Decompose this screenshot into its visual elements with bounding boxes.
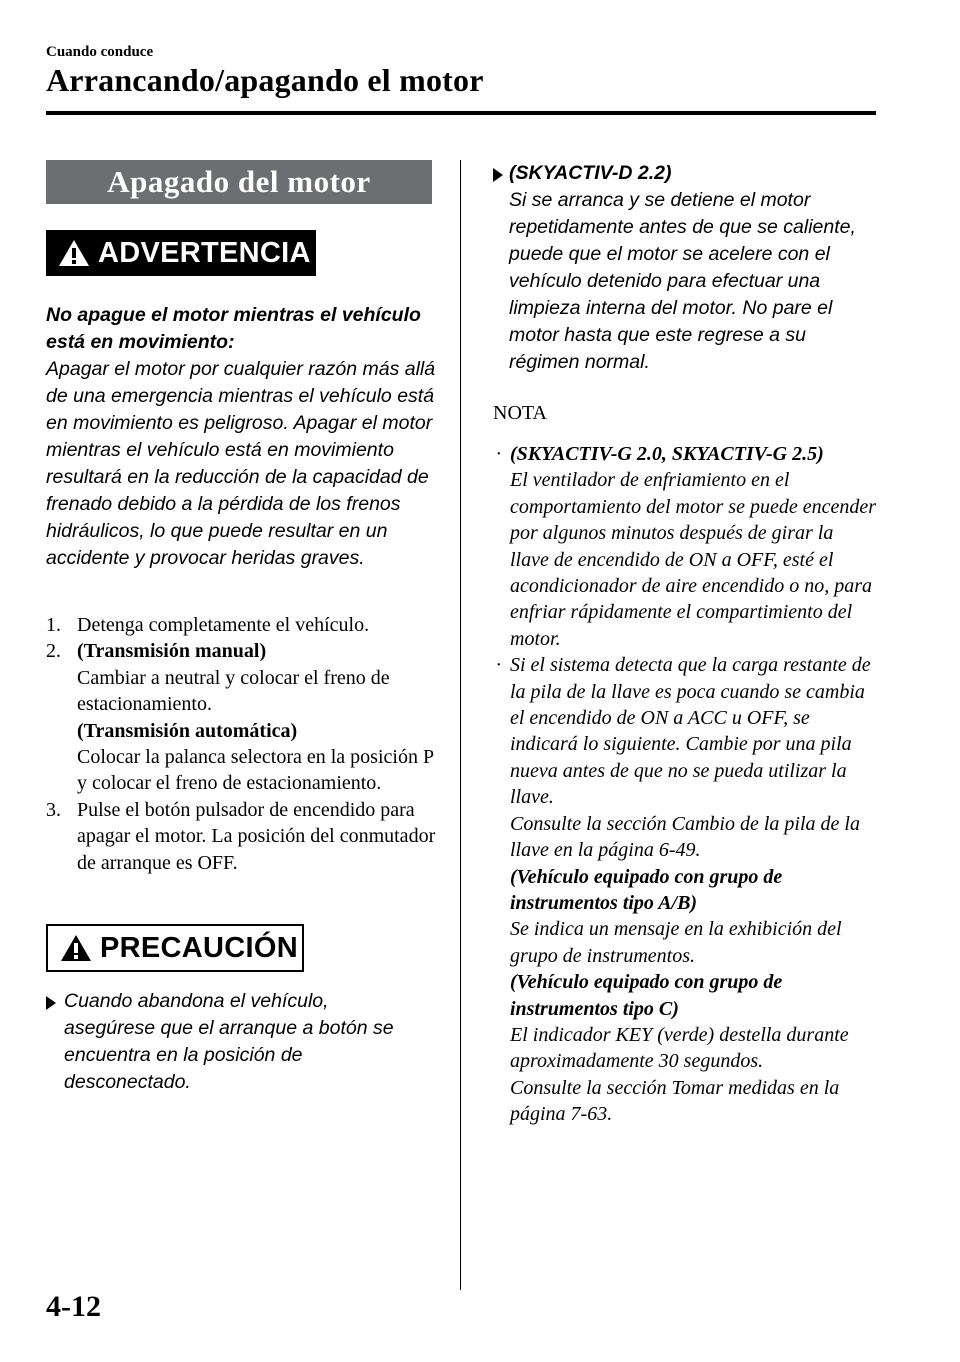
caution-label: PRECAUCIÓN xyxy=(100,931,298,964)
nota-item-text: El indicador KEY (verde) destella durante aproximadamente 30 segundos. xyxy=(510,1023,849,1073)
bullet-dot-icon: · xyxy=(496,443,501,465)
step-subheading: (Transmisión manual) xyxy=(77,640,267,663)
nota-item-text: El ventilador de enfriamiento en el comportamiento del motor se puede encender por algunos minutos después de girar la llave de encendido de ON a OFF, esté el acondicionador de aire encendido o no, para enfriar rápidamente el compartimiento del motor. xyxy=(510,469,877,650)
step-text: Cambiar a neutral y colocar el freno de estacionamiento. xyxy=(77,666,390,716)
step-text: Colocar la palanca selectora en la posición P y colocar el freno de estacionamiento. xyxy=(77,746,434,795)
nota-item-heading: (SKYACTIV-G 2.0, SKYACTIV-G 2.5) xyxy=(510,443,824,465)
warning-label-box xyxy=(46,230,316,276)
right-warning-text: Si se arranca y se detiene el motor repetidamente antes de que se caliente, puede que el motor se acelere con el vehículo detenido para efectuar una limpieza interna del motor. No pare el motor hasta que este regrese a su régimen normal. xyxy=(509,189,856,373)
warning-label: ADVERTENCIA xyxy=(98,236,311,269)
section-title: Apagado del motor xyxy=(46,160,432,204)
step-number: 1. xyxy=(46,614,61,636)
right-warning-content xyxy=(493,160,878,376)
caution-content xyxy=(46,988,416,1096)
column-divider xyxy=(460,160,461,1290)
arrow-right-icon xyxy=(493,168,503,182)
caution-label-box xyxy=(46,924,304,972)
nota-item-heading: (Vehículo equipado con grupo de instrumentos tipo C) xyxy=(510,971,783,1020)
step-text: Pulse el botón pulsador de encendido para apagar el motor. La posición del conmutador de arranque es OFF. xyxy=(77,798,436,874)
nota-item-text: Si el sistema detecta que la carga restante de la pila de la llave es poca cuando se cambia el encendido de ON a ACC u OFF, se indicará lo siguiente. Cambie por una pila nueva antes de que no se pueda utilizar la llave. xyxy=(510,654,871,809)
step-2 xyxy=(46,638,441,796)
caution-text: Cuando abandona el vehículo, asegúrese que el arranque a botón se encuentra en la posición de desconectado. xyxy=(64,990,394,1093)
nota-item-text: Consulte la sección Cambio de la pila de la llave en la página 6-49. xyxy=(510,812,860,862)
step-3 xyxy=(46,797,441,876)
warning-content xyxy=(46,302,438,572)
nota-item-1 xyxy=(496,441,876,652)
warning-triangle-icon xyxy=(60,934,92,962)
warning-heading: No apague el motor mientras el vehículo está en movimiento: xyxy=(46,304,421,353)
nota-list xyxy=(496,441,876,1128)
step-number: 2. xyxy=(46,640,61,663)
right-warning-heading: (SKYACTIV-D 2.2) xyxy=(509,162,672,184)
step-1 xyxy=(46,612,441,638)
nota-item-2 xyxy=(496,652,876,1127)
arrow-right-icon xyxy=(46,996,56,1010)
step-number: 3. xyxy=(46,798,61,821)
header-divider xyxy=(46,111,876,115)
nota-label: NOTA xyxy=(493,402,547,424)
page-title: Arrancando/apagando el motor xyxy=(46,62,484,98)
nota-item-text: Consulte la sección Tomar medidas en la página 7-63. xyxy=(510,1076,840,1126)
warning-triangle-icon xyxy=(58,239,90,267)
bullet-dot-icon: · xyxy=(496,654,501,677)
step-text: Detenga completamente el vehículo. xyxy=(77,614,370,636)
step-subheading: (Transmisión automática) xyxy=(77,719,298,742)
page-number: 4-12 xyxy=(46,1290,101,1323)
header-section-label: Cuando conduce xyxy=(46,44,154,60)
warning-body: Apagar el motor por cualquier razón más allá de una emergencia mientras el vehículo está en movimiento es peligroso. Apagar el motor mientras el vehículo está en movimiento resultará en la reducción de la capacidad de frenado debido a la pérdida de los frenos hidráulicos, lo que puede resultar en un accidente y provocar heridas graves. xyxy=(46,358,436,569)
nota-item-heading: (Vehículo equipado con grupo de instrumentos tipo A/B) xyxy=(510,865,783,914)
nota-item-text: Se indica un mensaje en la exhibición del grupo de instrumentos. xyxy=(510,918,842,967)
steps-list xyxy=(46,612,441,876)
